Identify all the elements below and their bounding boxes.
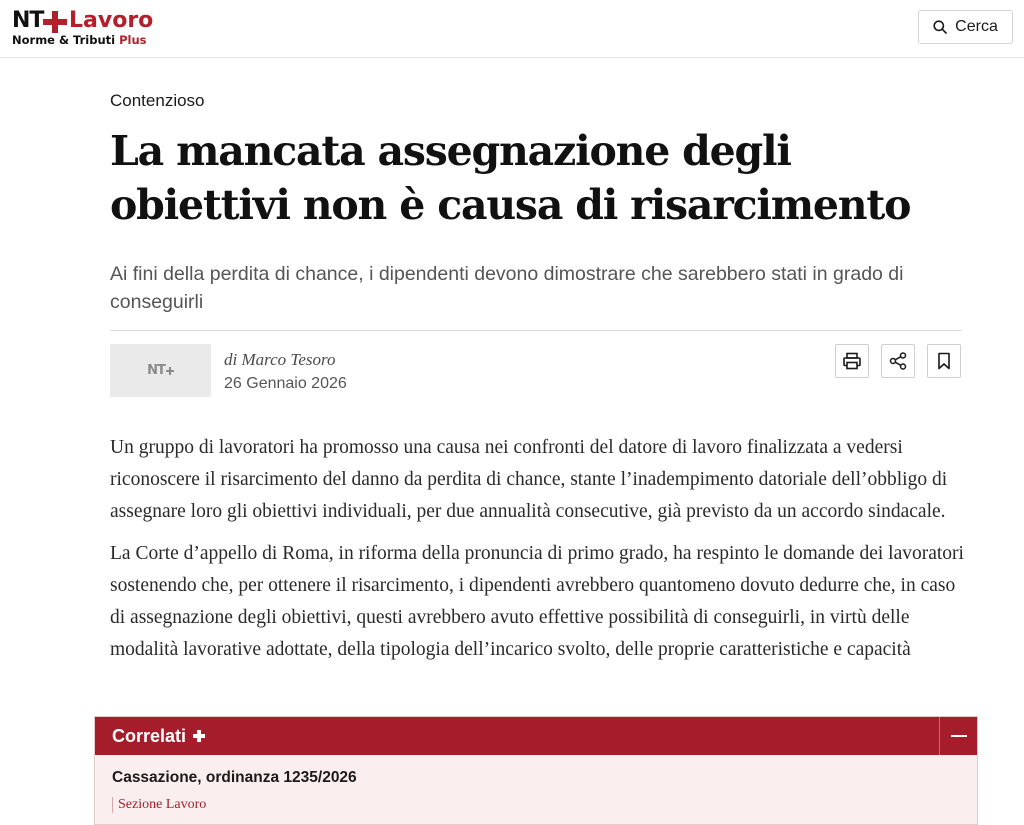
article-subtitle: Ai fini della perdita di chance, i dipendenti devono dimostrare che sarebbero stati in grado di conseguirli (110, 263, 904, 313)
article-category[interactable]: Contenzioso (110, 91, 205, 110)
collapse-button[interactable] (939, 717, 977, 755)
author-avatar-plus-icon (166, 367, 174, 375)
share-icon (888, 351, 908, 371)
related-item-title[interactable] (112, 769, 357, 787)
bookmark-icon (934, 351, 954, 371)
author-avatar-text: NT (147, 363, 165, 378)
logo-plus-icon (43, 11, 67, 33)
share-button[interactable] (881, 344, 915, 378)
site-logo[interactable] (12, 8, 172, 50)
logo-subtitle-text: Norme & Tributi (12, 33, 116, 47)
search-label: Cerca (955, 18, 998, 35)
related-panel-header[interactable] (95, 717, 977, 755)
article-title: La mancata assegnazione degli obiettivi non è causa di risarcimento (110, 127, 911, 229)
logo-subtitle-plus: Plus (119, 33, 147, 47)
logo-subtitle (12, 33, 147, 47)
print-icon (842, 351, 862, 371)
plus-icon (193, 730, 205, 742)
article-paragraph: La Corte d’appello di Roma, in riforma della pronuncia di primo grado, ha respinto le domande dei lavoratori sostenendo che, per ottenere il risarcimento, i dipendenti avrebbero quantomeno dovuto dedurre che, in caso di assegnazione degli obiettivi, questi avrebbero avuto effettive possibilità di conseguirli, in virtù delle modalità lavorative adottate, della tipologia dell’incarico svolto, delle proprie caratteristiche e capacità (110, 543, 964, 660)
article-paragraph: Un gruppo di lavoratori ha promosso una causa nei confronti del datore di lavoro finalizzata a vedersi riconoscere il risarcimento del danno da perdita di chance, stante l’inadempimento datoriale dell’obbligo di assegnare loro gli obiettivi individuali, per due annualità consecutive, già previsto da un accordo sindacale. (110, 437, 948, 522)
minus-icon (951, 735, 967, 737)
article-byline (224, 350, 335, 370)
search-button[interactable] (918, 10, 1013, 44)
print-button[interactable] (835, 344, 869, 378)
header-divider (110, 330, 962, 331)
related-panel (94, 716, 978, 825)
top-bar (0, 0, 1024, 58)
related-panel-title: Correlati (112, 725, 187, 746)
logo-mark: NT (12, 8, 44, 33)
related-item-section: Sezione Lavoro (112, 797, 206, 813)
search-icon (933, 20, 947, 34)
author-name[interactable]: Marco Tesoro (241, 350, 336, 369)
byline-prefix: di (224, 350, 238, 369)
logo-brand: Lavoro (69, 8, 154, 33)
author-avatar (110, 344, 211, 397)
article-date: 26 Gennaio 2026 (224, 375, 347, 392)
article-body (110, 432, 970, 676)
bookmark-button[interactable] (927, 344, 961, 378)
related-item-text: Cassazione, ordinanza 1235/2026 (112, 769, 357, 786)
